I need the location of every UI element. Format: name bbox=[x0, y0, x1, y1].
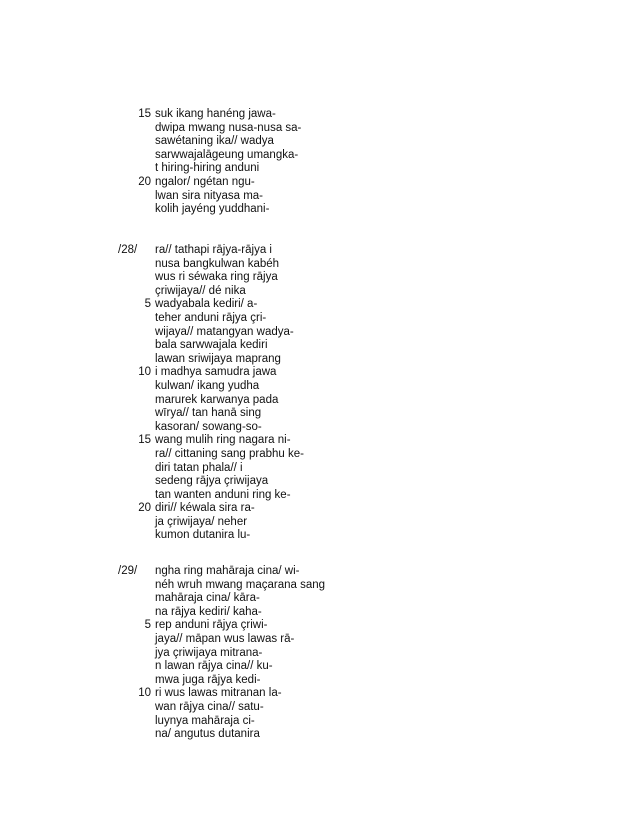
line-text: i madhya samudra jawa bbox=[155, 366, 277, 379]
line-text: mahāraja cina/ kāra- bbox=[155, 592, 260, 605]
line-text: na rājya kediri/ kaha- bbox=[155, 605, 262, 618]
line-text: suk ikang hanéng jawa- bbox=[155, 108, 276, 120]
line-text: lwan sira nityasa ma- bbox=[155, 189, 264, 202]
line-text: kolih jayéng yuddhani- bbox=[155, 203, 270, 216]
line-text: ngha ring mahāraja cina/ wi- bbox=[155, 565, 300, 577]
text-line bbox=[118, 516, 418, 530]
text-line bbox=[118, 728, 418, 742]
line-text: lawan sriwijaya maprang bbox=[155, 352, 281, 365]
line-text: sawétaning ika// wadya bbox=[155, 135, 274, 148]
line-text: wan rājya cina// satu- bbox=[155, 700, 264, 713]
line-text: rep anduni rājya çriwi- bbox=[155, 619, 268, 632]
text-line bbox=[118, 258, 418, 272]
line-number: 20 bbox=[138, 175, 151, 188]
line-text: wadyabala kediri/ a- bbox=[155, 298, 258, 311]
line-text: marurek karwanya pada bbox=[155, 393, 279, 406]
text-line bbox=[118, 203, 418, 217]
text-line bbox=[118, 489, 418, 503]
text-block-page-29 bbox=[118, 565, 418, 742]
text-line bbox=[118, 592, 418, 606]
line-text: dwipa mwang nusa-nusa sa- bbox=[155, 121, 302, 134]
line-text: ra// tathapi rājya-rājya i bbox=[155, 244, 272, 256]
text-line bbox=[118, 162, 418, 176]
text-line bbox=[118, 339, 418, 353]
line-number: 15 bbox=[138, 434, 151, 447]
line-text: t hiring-hiring anduni bbox=[155, 162, 260, 175]
text-block-page-28 bbox=[118, 244, 418, 543]
line-text: néh wruh mwang maçarana sang bbox=[155, 578, 326, 591]
line-text: wus ri séwaka ring rājya bbox=[155, 271, 278, 284]
line-text: n lawan rājya cina// ku- bbox=[155, 660, 273, 673]
line-text: kulwan/ ikang yudha bbox=[155, 379, 260, 392]
line-text: çriwijaya// dé nika bbox=[155, 284, 246, 297]
text-line bbox=[118, 298, 418, 312]
text-line bbox=[118, 366, 418, 380]
text-line bbox=[118, 674, 418, 688]
text-line bbox=[118, 687, 418, 701]
text-line bbox=[118, 606, 418, 620]
line-text: jya çriwijaya mitrana- bbox=[155, 646, 263, 659]
line-text: wang mulih ring nagara ni- bbox=[155, 434, 291, 447]
line-number: 20 bbox=[138, 502, 151, 515]
line-text: nusa bangkulwan kabéh bbox=[155, 257, 280, 270]
text-line bbox=[118, 475, 418, 489]
text-line bbox=[118, 149, 418, 163]
text-line bbox=[118, 135, 418, 149]
line-number: 5 bbox=[144, 619, 151, 632]
line-number: 5 bbox=[144, 298, 151, 311]
text-line bbox=[118, 448, 418, 462]
text-line bbox=[118, 326, 418, 340]
text-line bbox=[118, 271, 418, 285]
page-marker: /28/ bbox=[118, 244, 138, 256]
line-text: sarwwajalāgeung umangka- bbox=[155, 148, 299, 161]
text-line bbox=[118, 647, 418, 661]
text-line bbox=[118, 660, 418, 674]
text-line bbox=[118, 176, 418, 190]
text-block-continuation bbox=[118, 108, 418, 217]
line-text: diri tatan phala// i bbox=[155, 461, 243, 474]
text-line bbox=[118, 633, 418, 647]
line-text: ra// cittaning sang prabhu ke- bbox=[155, 447, 304, 460]
line-text: mwa juga rājya kedi- bbox=[155, 673, 261, 686]
line-text: teher anduni rājya çri- bbox=[155, 311, 267, 324]
text-line bbox=[118, 565, 418, 579]
text-line bbox=[118, 380, 418, 394]
line-text: na/ angutus dutanira bbox=[155, 728, 260, 741]
text-line bbox=[118, 394, 418, 408]
text-line bbox=[118, 502, 418, 516]
text-line bbox=[118, 579, 418, 593]
line-text: jaya// māpan wus lawas rā- bbox=[155, 632, 295, 645]
line-text: ja çriwijaya/ neher bbox=[155, 515, 248, 528]
line-text: kasoran/ sowang-so- bbox=[155, 420, 262, 433]
text-line bbox=[118, 312, 418, 326]
line-number: 10 bbox=[138, 366, 151, 379]
line-text: wīrya// tan hanā sing bbox=[155, 407, 262, 420]
line-number: 10 bbox=[138, 687, 151, 700]
text-line bbox=[118, 529, 418, 543]
line-text: ri wus lawas mitranan la- bbox=[155, 687, 282, 700]
text-line bbox=[118, 421, 418, 435]
text-line bbox=[118, 353, 418, 367]
line-text: tan wanten anduni ring ke- bbox=[155, 488, 291, 501]
text-line bbox=[118, 701, 418, 715]
line-number: 15 bbox=[138, 108, 151, 120]
line-text: diri// kéwala sira ra- bbox=[155, 502, 255, 515]
text-line bbox=[118, 122, 418, 136]
text-line bbox=[118, 244, 418, 258]
text-line bbox=[118, 407, 418, 421]
text-line bbox=[118, 108, 418, 122]
line-text: wijaya// matangyan wadya- bbox=[155, 325, 294, 338]
text-line bbox=[118, 285, 418, 299]
line-text: bala sarwwajala kediri bbox=[155, 339, 268, 352]
line-text: kumon dutanira lu- bbox=[155, 529, 251, 542]
text-line bbox=[118, 619, 418, 633]
text-line bbox=[118, 715, 418, 729]
line-text: sedeng rājya çriwijaya bbox=[155, 475, 269, 488]
text-line bbox=[118, 190, 418, 204]
line-text: luynya mahāraja ci- bbox=[155, 714, 255, 727]
text-line bbox=[118, 462, 418, 476]
line-text: ngalor/ ngétan ngu- bbox=[155, 175, 255, 188]
page-marker: /29/ bbox=[118, 565, 138, 577]
text-line bbox=[118, 434, 418, 448]
